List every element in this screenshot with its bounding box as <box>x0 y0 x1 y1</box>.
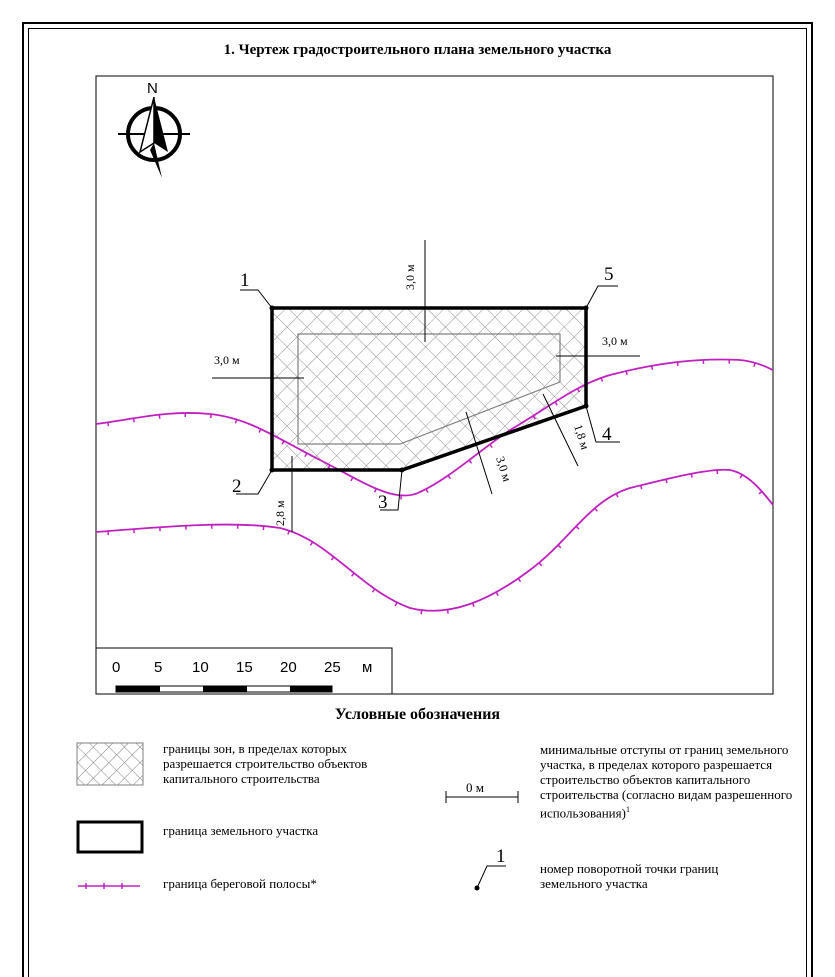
shore-tick <box>558 545 561 548</box>
shore-tick <box>351 477 353 481</box>
legend-point-text: номер поворотной точки границ земельного участка <box>540 861 719 891</box>
shore-tick <box>595 508 598 511</box>
setback-label-right: 3,0 м <box>602 334 628 348</box>
build-zone-hatch <box>272 308 586 470</box>
point-label-1: 1 <box>240 270 250 291</box>
legend-setback-text <box>540 742 805 820</box>
shore-strip-lower <box>96 470 773 611</box>
shore-tick <box>626 371 627 375</box>
point-label-3: 3 <box>378 492 388 513</box>
shore-tick <box>375 489 377 493</box>
point-label-5: 5 <box>604 264 614 285</box>
shore-tick <box>134 418 135 422</box>
shore-tick <box>490 444 492 447</box>
point-label-2: 2 <box>232 476 242 497</box>
shore-tick <box>666 479 667 483</box>
shore-tick <box>652 366 653 370</box>
legend-setback-desc: минимальные отступы от границ земельного участка, в пределах которого разрешается строительство объектов капитального строительства (согласно видам разрешенного использования) <box>540 742 793 821</box>
scale-tick-10: 10 <box>192 659 209 676</box>
setback-label-bottom: 2,8 м <box>273 500 287 526</box>
legend-setback-footnote: 1 <box>625 805 630 814</box>
shore-tick <box>448 475 450 478</box>
shore-tick <box>448 610 449 614</box>
scale-tick-15: 15 <box>236 659 253 676</box>
scale-tick-20: 20 <box>280 659 297 676</box>
shore-tick <box>496 592 498 596</box>
north-label: N <box>147 80 158 97</box>
setback-label-diagonal: 3,0 м <box>493 454 515 484</box>
shore-tick <box>311 542 313 545</box>
legend-build-zone-swatch <box>77 743 143 785</box>
shore-tick <box>108 422 109 426</box>
shore-tick <box>372 589 374 592</box>
shore-tick <box>395 602 397 606</box>
setback-label-top: 3,0 м <box>403 264 417 290</box>
legend-parcel-swatch <box>78 822 142 852</box>
shore-tick <box>759 491 762 494</box>
scale-bar <box>96 648 392 694</box>
scale-tick-25: 25 <box>324 659 341 676</box>
legend-parcel-text: граница земельного участка <box>163 823 319 838</box>
setback-label-left: 3,0 м <box>214 353 240 367</box>
shore-tick <box>426 489 428 493</box>
legend-shore-text: граница береговой полосы* <box>163 876 317 891</box>
legend-title: Условные обозначения <box>334 706 501 723</box>
shore-tick <box>691 474 692 478</box>
scale-unit: м <box>362 659 373 676</box>
legend-point-swatch <box>475 866 507 891</box>
shore-tick <box>259 429 261 433</box>
legend-shore-swatch <box>78 883 140 889</box>
legend-point-label: 1 <box>496 846 506 867</box>
shore-tick <box>576 526 579 529</box>
shore-tick <box>641 485 642 489</box>
scale-tick-0: 0 <box>112 659 121 676</box>
shore-tick <box>601 378 602 382</box>
shore-tick <box>469 460 471 463</box>
shore-tick <box>740 475 742 478</box>
drawing-title: 1. Чертеж градостроительного плана земельного участка <box>223 42 612 58</box>
shore-tick <box>616 494 618 498</box>
shore-tick <box>754 363 755 367</box>
shore-tick <box>473 603 474 607</box>
shore-tick <box>539 563 542 566</box>
legend-build-zone-text: границы зон, в пределах которых разрешается строительство объектов капитального строительства <box>163 741 368 786</box>
shore-tick <box>352 573 355 576</box>
legend-setback-value: 0 м <box>466 780 484 795</box>
setback-label-right-lower: 1,8 м <box>571 422 593 452</box>
north-arrow-icon <box>118 80 190 178</box>
shore-tick <box>331 557 333 560</box>
point-label-4: 4 <box>602 424 612 445</box>
shore-tick <box>518 578 520 581</box>
scale-tick-5: 5 <box>154 659 163 676</box>
